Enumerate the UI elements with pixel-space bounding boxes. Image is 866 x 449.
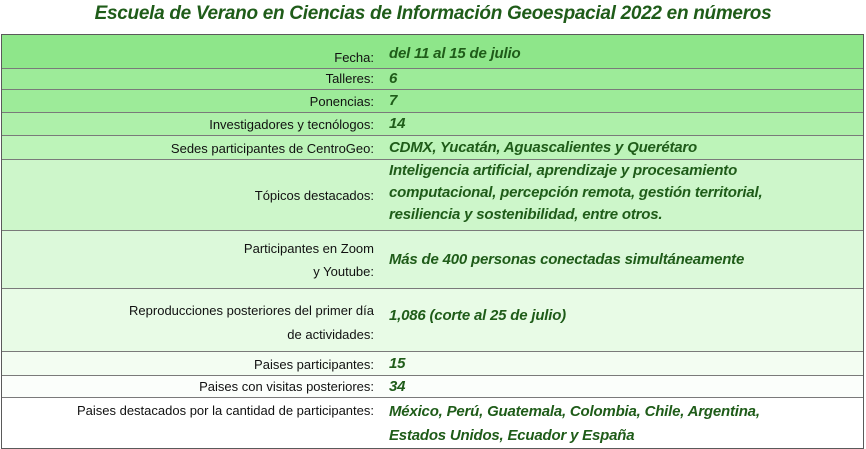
value-text: 15 bbox=[389, 354, 406, 372]
table-row-talleres bbox=[2, 69, 863, 90]
table-row-fecha bbox=[2, 35, 863, 69]
value-line: Estados Unidos, Ecuador y España bbox=[389, 427, 635, 444]
table-row-participantes-zoom bbox=[2, 231, 863, 289]
row-label bbox=[2, 231, 376, 288]
value-text: 1,086 (corte al 25 de julio) bbox=[389, 307, 566, 324]
row-value bbox=[376, 398, 863, 448]
label-text: Talleres: bbox=[325, 71, 374, 86]
row-label bbox=[2, 113, 376, 135]
label-text: Ponencias: bbox=[309, 94, 374, 109]
row-label bbox=[2, 90, 376, 112]
label-text: Paises con visitas posteriores: bbox=[199, 379, 374, 394]
label-line: Participantes en Zoom bbox=[243, 240, 374, 256]
row-label bbox=[2, 160, 376, 230]
row-label bbox=[2, 352, 376, 375]
table-row-topicos bbox=[2, 160, 863, 231]
label-text: Tópicos destacados: bbox=[254, 187, 374, 203]
value-text: Más de 400 personas conectadas simultáneamente bbox=[389, 250, 745, 268]
value-text: CDMX, Yucatán, Aguascalientes y Querétaro bbox=[389, 138, 698, 156]
label-text: Sedes participantes de CentroGeo: bbox=[170, 141, 374, 156]
table-row-paises-visitas bbox=[2, 376, 863, 398]
row-label bbox=[2, 69, 376, 89]
value-line: computacional, percepción remota, gestión territorial, bbox=[389, 184, 763, 201]
page-title: Escuela de Verano en Ciencias de Información Geoespacial 2022 en números bbox=[94, 3, 772, 24]
row-value bbox=[376, 160, 863, 230]
label-line: Reproducciones posteriores del primer día bbox=[129, 303, 374, 318]
value-line: México, Perú, Guatemala, Colombia, Chile, Argentina, bbox=[389, 403, 760, 420]
label-text: Fecha: bbox=[334, 50, 374, 65]
table-row-paises-participantes bbox=[2, 352, 863, 376]
value-line: Inteligencia artificial, aprendizaje y procesamiento bbox=[389, 162, 738, 179]
row-value bbox=[376, 69, 863, 89]
label-text: Paises destacados por la cantidad de participantes: bbox=[76, 403, 374, 418]
row-value bbox=[376, 35, 863, 68]
row-value bbox=[376, 289, 863, 351]
row-label bbox=[2, 289, 376, 351]
row-value bbox=[376, 352, 863, 375]
value-text: del 11 al 15 de julio bbox=[389, 44, 521, 62]
table-row-ponencias bbox=[2, 90, 863, 113]
table-row-paises-destacados bbox=[2, 398, 863, 448]
label-text: Paises participantes: bbox=[254, 357, 374, 372]
row-value bbox=[376, 231, 863, 288]
row-label bbox=[2, 35, 376, 68]
stats-table bbox=[1, 34, 864, 449]
table-row-reproducciones bbox=[2, 289, 863, 352]
row-value bbox=[376, 90, 863, 112]
row-label bbox=[2, 136, 376, 159]
value-text: 6 bbox=[389, 70, 398, 87]
row-value bbox=[376, 113, 863, 135]
label-line: de actividades: bbox=[287, 327, 374, 342]
row-value bbox=[376, 376, 863, 397]
row-value bbox=[376, 136, 863, 159]
value-text: 34 bbox=[389, 377, 406, 395]
row-label bbox=[2, 376, 376, 397]
row-label bbox=[2, 398, 376, 448]
label-text: Investigadores y tecnólogos: bbox=[209, 117, 374, 132]
label-line: y Youtube: bbox=[313, 263, 374, 279]
value-text: 7 bbox=[389, 92, 398, 109]
table-row-investigadores bbox=[2, 113, 863, 136]
value-text: 14 bbox=[389, 115, 406, 132]
table-row-sedes bbox=[2, 136, 863, 160]
value-line: resiliencia y sostenibilidad, entre otros. bbox=[389, 206, 663, 223]
